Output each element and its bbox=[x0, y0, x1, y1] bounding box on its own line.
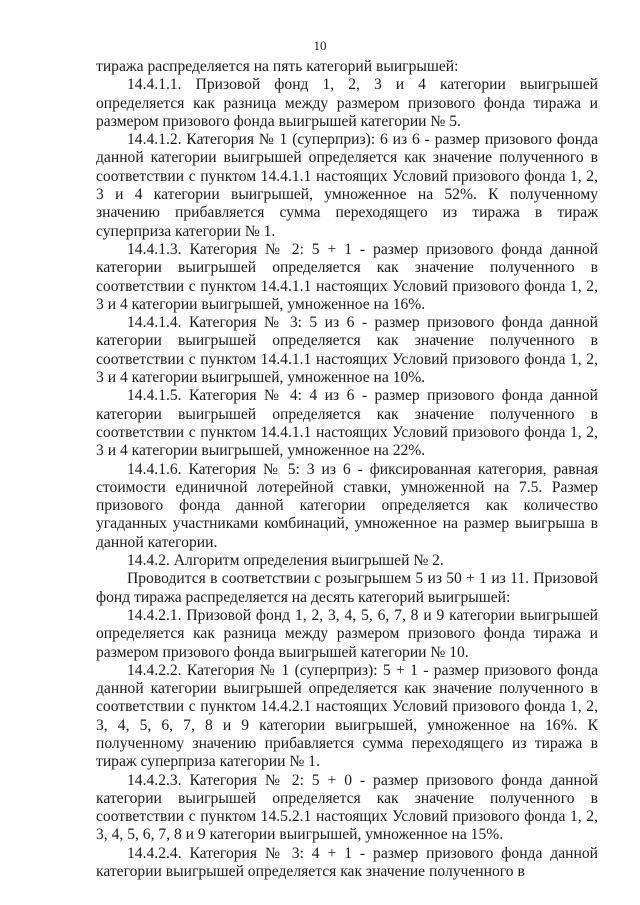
paragraph-14-4-2-3: 14.4.2.3. Категория № 2: 5 + 0 - размер призового фонда данной категории выигрышей определяется как значение полученного в соответствии с пунктом 14.5.2.1 настоящих Условий призового фонда 1, 2, 3, 4, 5, 6, 7, 8 и 9 категории выигрышей, умноженное на 15%. bbox=[96, 771, 598, 844]
paragraph-14-4-1-2: 14.4.1.2. Категория № 1 (суперприз): 6 из 6 - размер призового фонда данной категории выигрышей определяется как значение полученного в соответствии с пунктом 14.4.1.1 настоящих Условий призового фонда 1, 2, 3 и 4 категории выигрышей, умноженное на 52%. К полученному значению прибавляется сумма переходящего из тиража в тираж суперприза категории № 1. bbox=[96, 131, 598, 240]
paragraph-continuation: тиража распределяется на пять категорий выигрышей: bbox=[96, 58, 459, 75]
paragraph-14-4-2-1: 14.4.2.1. Призовой фонд 1, 2, 3, 4, 5, 6, 7, 8 и 9 категории выигрышей определяется как разница между размером призового фонда тиража и размером призового фонда выигрышей категории № 10. bbox=[96, 606, 598, 661]
paragraph-14-4-1-6: 14.4.1.6. Категория № 5: 3 из 6 - фиксированная категория, равная стоимости единичной лотерейной ставки, умноженной на 7.5. Размер призового фонда данной категории определяется как количество угаданных участниками комбинаций, умноженное на размер выигрыша в данной категории. bbox=[96, 460, 598, 551]
paragraph-14-4-2-2: 14.4.2.2. Категория № 1 (суперприз): 5 + 1 - размер призового фонда данной категории выигрышей определяется как значение полученного в соответствии с пунктом 14.4.2.1 настоящих Условий призового фонда 1, 2, 3, 4, 5, 6, 7, 8 и 9 категории выигрышей, умноженное на 16%. К полученному значению прибавляется сумма переходящего из тиража в тираж суперприза категории № 1. bbox=[96, 661, 598, 771]
paragraph-14-4-2: 14.4.2. Алгоритм определения выигрышей № 2. bbox=[127, 552, 444, 570]
paragraph-14-4-2-4: 14.4.2.4. Категория № 3: 4 + 1 - размер призового фонда данной категории выигрышей определяется как значение полученного в bbox=[96, 844, 598, 881]
paragraph-14-4-1-5: 14.4.1.5. Категория № 4: 4 из 6 - размер призового фонда данной категории выигрышей определяется как значение полученного в соответствии с пунктом 14.4.1.1 настоящих Условий призового фонда 1, 2, 3 и 4 категории выигрышей, умноженное на 22%. bbox=[96, 387, 598, 460]
paragraph-14-4-2-intro: Проводится в соответствии с розыгрышем 5 из 50 + 1 из 11. Призовой фонд тиража распределяется на десять категорий выигрышей: bbox=[96, 570, 598, 606]
paragraph-14-4-1-3: 14.4.1.3. Категория № 2: 5 + 1 - размер призового фонда данной категории выигрышей определяется как значение полученного в соответствии с пунктом 14.4.1.1 настоящих Условий призового фонда 1, 2, 3 и 4 категории выигрышей, умноженное на 16%. bbox=[96, 240, 598, 313]
document-body bbox=[96, 58, 598, 881]
paragraph-14-4-1-1: 14.4.1.1. Призовой фонд 1, 2, 3 и 4 категории выигрышей определяется как разница между размером призового фонда тиража и размером призового фонда выигрышей категории № 5. bbox=[96, 76, 598, 130]
paragraph-14-4-1-4: 14.4.1.4. Категория № 3: 5 из 6 - размер призового фонда данной категории выигрышей определяется как значение полученного в соответствии с пунктом 14.4.1.1 настоящих Условий призового фонда 1, 2, 3 и 4 категории выигрышей, умноженное на 10%. bbox=[96, 314, 598, 387]
page-number: 10 bbox=[313, 38, 327, 53]
